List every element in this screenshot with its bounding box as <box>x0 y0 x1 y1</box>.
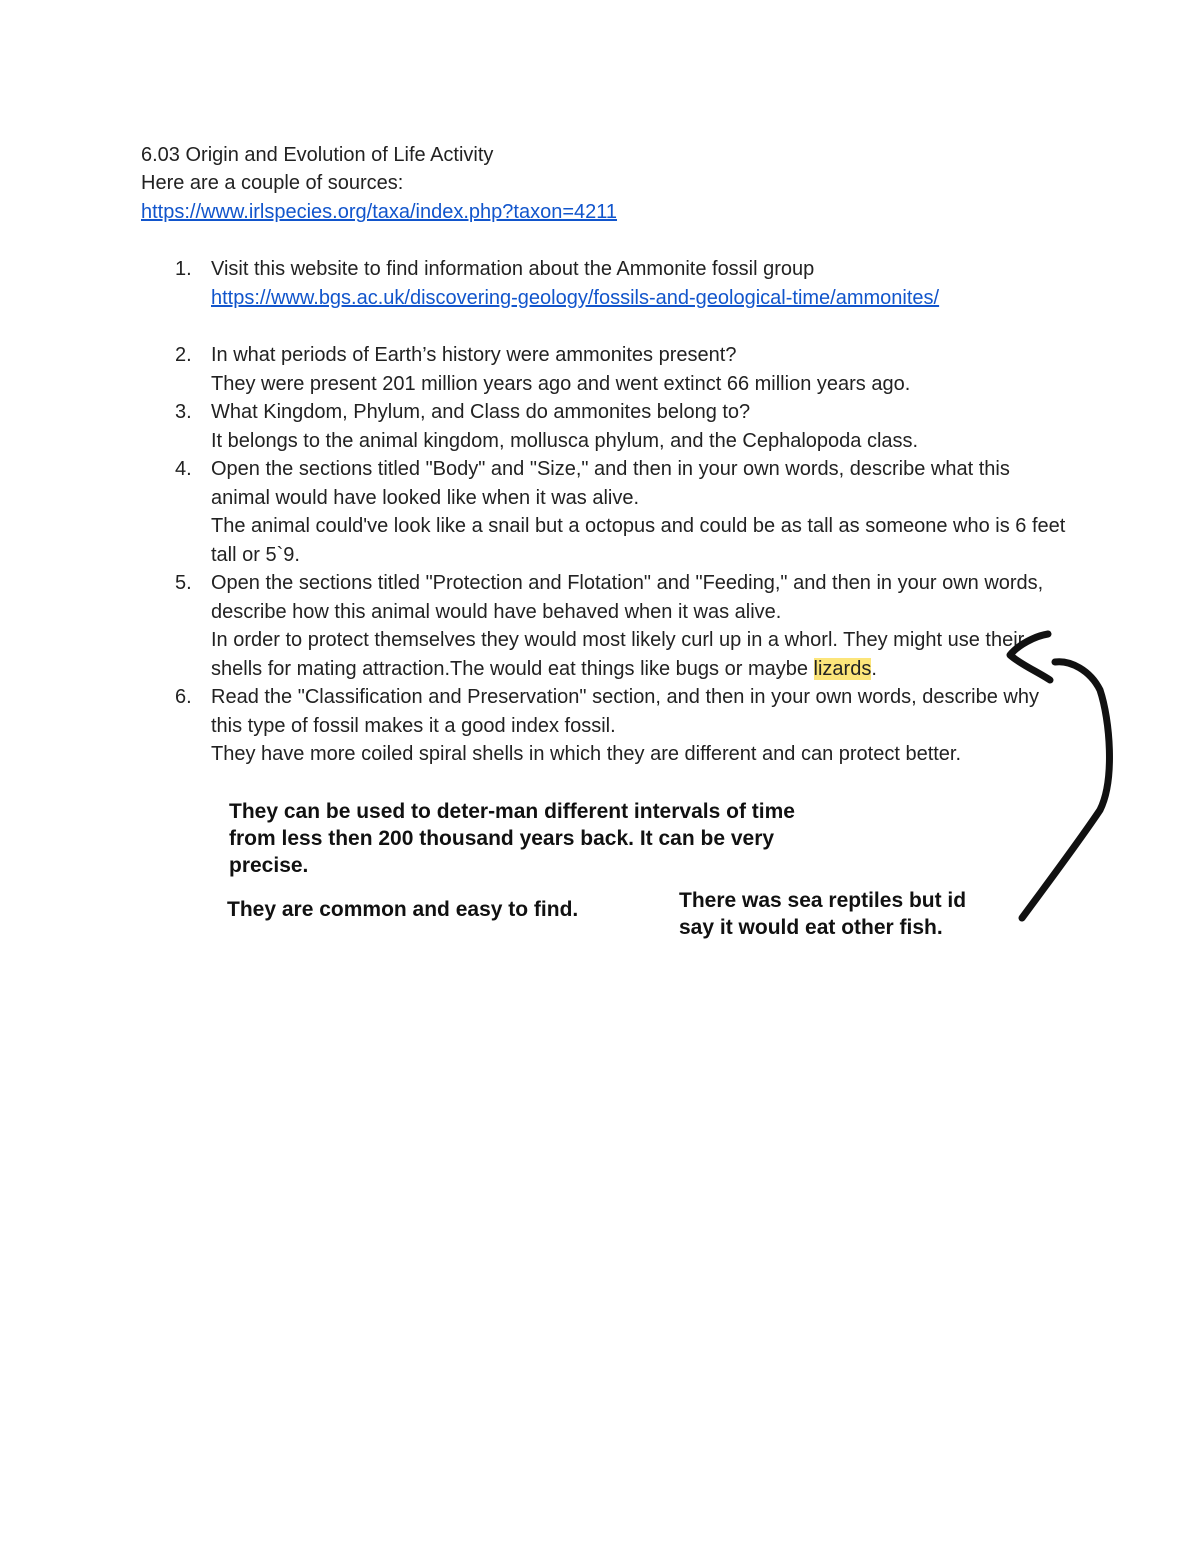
question-item-3 <box>141 398 1071 455</box>
answer-text: It belongs to the animal kingdom, mollusca phylum, and the Cephalopoda class. <box>211 429 919 452</box>
question-item-4 <box>141 455 1071 569</box>
question-item-6 <box>141 683 1071 769</box>
blank-line <box>211 312 1071 341</box>
question-number: 2. <box>175 344 192 366</box>
question-prompt: What Kingdom, Phylum, and Class do ammonites belong to? <box>211 401 751 423</box>
question-prompt: Read the "Classification and Preservation" section, and then in your own words, describe why this type of fossil makes it a good index fossil. <box>211 686 1039 737</box>
answer-text <box>211 626 1071 683</box>
annotation-reptiles: There was sea reptiles but id say it would eat other fish. <box>679 889 967 939</box>
answer-main: In order to protect themselves they would most likely curl up in a whorl. They might use their shells for mating attraction.The would eat things like bugs or maybe <box>211 629 1025 680</box>
question-number: 5. <box>175 572 192 594</box>
question-number: 4. <box>175 458 192 480</box>
answer-text: The animal could've look like a snail but a octopus and could be as tall as someone who is 6 feet tall or 5`9. <box>211 515 1066 566</box>
question-item-5 <box>141 569 1071 683</box>
intro-text: Here are a couple of sources: <box>141 172 404 194</box>
document-title: 6.03 Origin and Evolution of Life Activity <box>141 144 494 166</box>
question-prompt: In what periods of Earth’s history were ammonites present? <box>211 344 737 366</box>
question-item-2 <box>141 341 1071 398</box>
answer-text: They were present 201 million years ago and went extinct 66 million years ago. <box>211 372 911 395</box>
source-link[interactable]: https://www.irlspecies.org/taxa/index.php?taxon=4211 <box>141 201 618 223</box>
question-prompt: Open the sections titled "Body" and "Size," and then in your own words, describe what this animal would have looked like when it was alive. <box>211 458 1010 509</box>
question-number: 6. <box>175 686 192 708</box>
bgs-ammonites-link[interactable]: https://www.bgs.ac.uk/discovering-geology/fossils-and-geological-time/ammonites/ <box>211 286 940 309</box>
question-number: 3. <box>175 401 192 423</box>
highlighted-word: lizards <box>813 657 872 680</box>
question-prompt: Open the sections titled "Protection and Flotation" and "Feeding," and then in your own words, describe how this animal would have behaved when it was alive. <box>211 572 1044 623</box>
annotation-intervals: They can be used to deter-man different intervals of time from less then 200 thousand years back. It can be very precise. <box>229 800 795 877</box>
question-prompt: Visit this website to find information about the Ammonite fossil group <box>211 258 815 280</box>
annotation-common: They are common and easy to find. <box>227 898 579 921</box>
answer-text: They have more coiled spiral shells in which they are different and can protect better. <box>211 743 962 765</box>
question-item-1 <box>141 255 1071 341</box>
answer-end: . <box>871 657 877 680</box>
question-list <box>141 255 1071 769</box>
question-number: 1. <box>175 258 192 280</box>
